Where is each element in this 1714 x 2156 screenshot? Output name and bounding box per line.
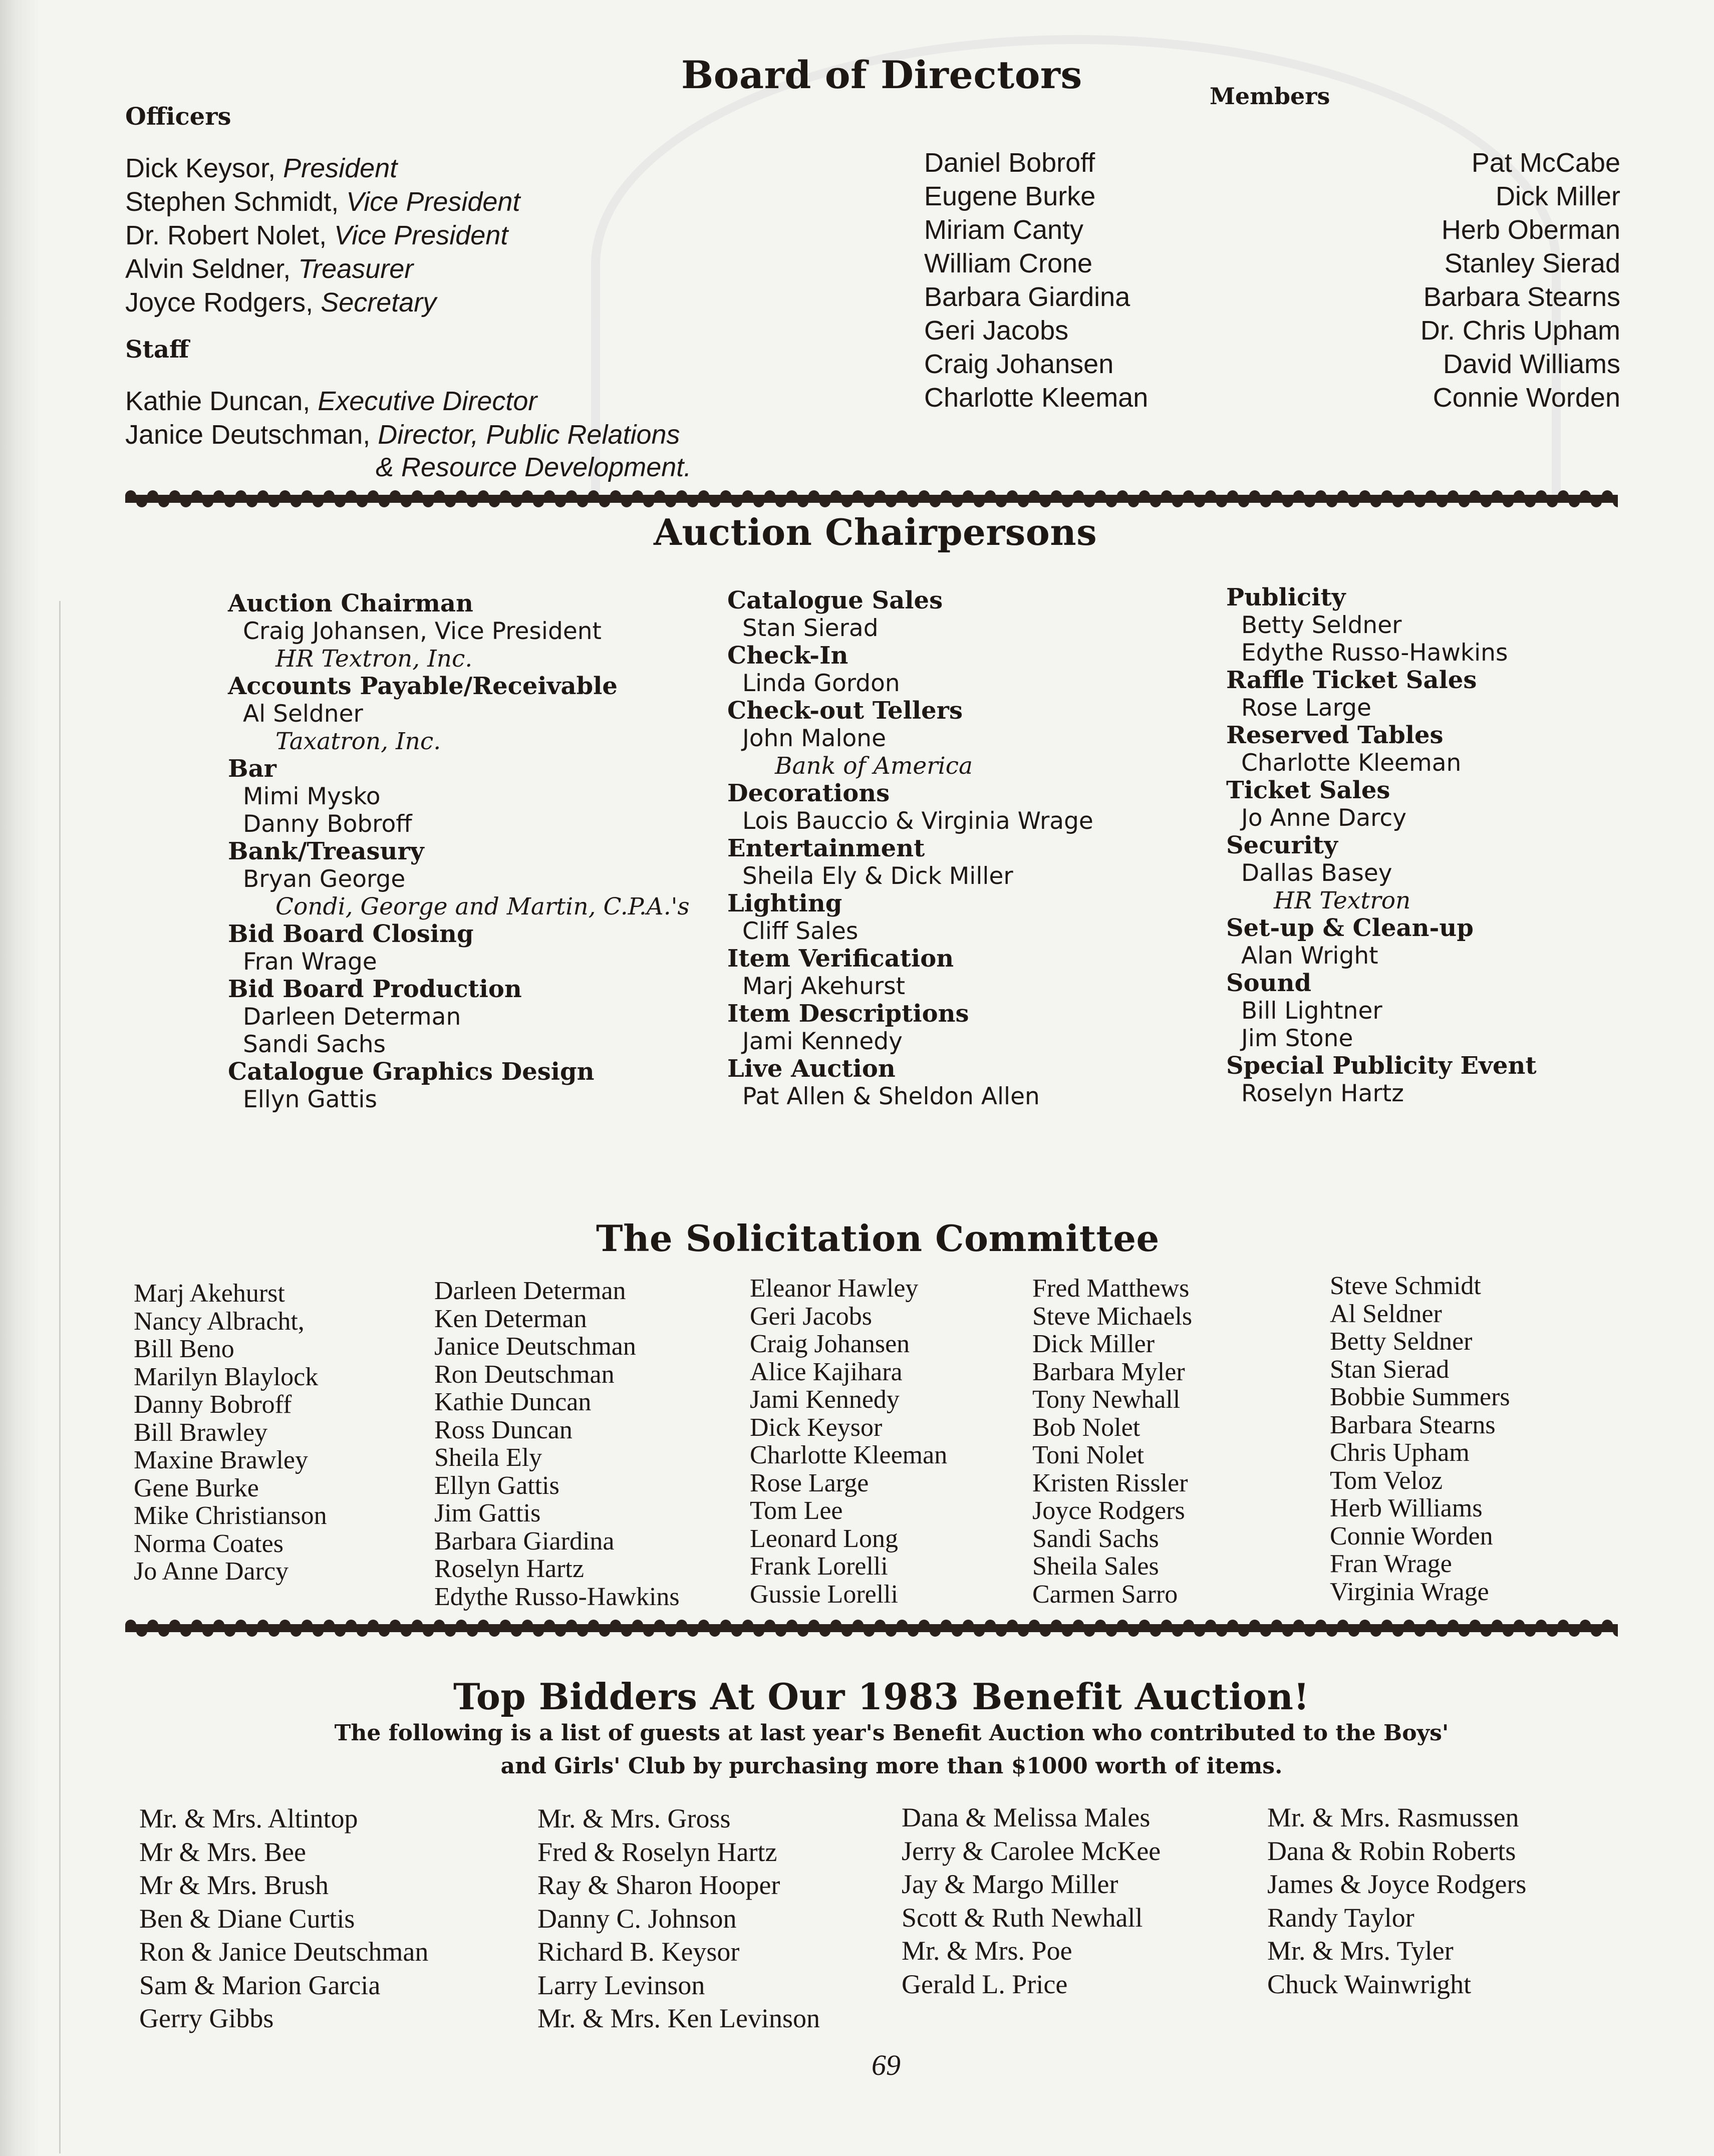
- role-heading: Bid Board Closing: [228, 920, 474, 948]
- role-person: Alan Wright: [1241, 942, 1378, 970]
- role-person: Sheila Ely & Dick Miller: [742, 862, 1013, 890]
- board-member: Barbara Stearns: [1423, 282, 1620, 312]
- top-bidder: Scott & Ruth Newhall: [902, 1902, 1143, 1933]
- top-bidder: Mr. & Mrs. Ken Levinson: [537, 2003, 820, 2033]
- person-name: Stephen Schmidt,: [125, 187, 347, 217]
- board-member: William Crone: [924, 248, 1093, 278]
- top-bidder: Danny C. Johnson: [537, 1903, 737, 1934]
- committee-member: Barbara Stearns: [1330, 1410, 1496, 1439]
- role-person: Jim Stone: [1241, 1025, 1353, 1052]
- role-heading: Ticket Sales: [1226, 776, 1390, 804]
- person-role: President: [283, 153, 398, 183]
- person-name: Alvin Seldner,: [125, 254, 299, 284]
- role-heading: Lighting: [727, 889, 842, 917]
- staff-role-continued-text: & Resource Development.: [376, 452, 692, 482]
- board-member: Dr. Chris Upham: [1420, 316, 1620, 346]
- role-organization: Bank of America: [775, 752, 973, 780]
- solicitation-column-3: [750, 1275, 947, 1608]
- staff-heading: Staff: [125, 336, 189, 364]
- solicitation-column-5: [1330, 1272, 1510, 1606]
- role-person: Darleen Determan: [243, 1003, 461, 1031]
- committee-member: Janice Deutschman: [434, 1332, 636, 1361]
- committee-member: Rose Large: [750, 1468, 869, 1497]
- top-bidder: Jerry & Carolee McKee: [902, 1835, 1161, 1866]
- committee-member: Gene Burke: [134, 1473, 259, 1502]
- top-bidder: Dana & Melissa Males: [902, 1802, 1151, 1832]
- committee-member: Sheila Sales: [1032, 1552, 1159, 1581]
- role-person: John Malone: [742, 725, 887, 752]
- page-number: 69: [872, 2049, 901, 2081]
- committee-member: Al Seldner: [1330, 1299, 1442, 1328]
- auction-column-3: [1226, 584, 1537, 1107]
- role-heading: Decorations: [727, 779, 890, 807]
- committee-member: Bill Beno: [134, 1335, 234, 1363]
- committee-member: Danny Bobroff: [134, 1390, 292, 1419]
- committee-member: Carmen Sarro: [1032, 1580, 1178, 1609]
- bidders-column-4: [1267, 1801, 1526, 2001]
- board-member: Dick Miller: [1496, 181, 1620, 211]
- role-heading: Auction Chairman: [228, 589, 473, 618]
- bidders-title: Top Bidders At Our 1983 Benefit Auction!: [453, 1675, 1310, 1718]
- role-heading: Item Verification: [727, 945, 954, 973]
- top-bidder: James & Joyce Rodgers: [1267, 1869, 1527, 1899]
- role-organization: Condi, George and Martin, C.P.A.'s: [275, 893, 690, 920]
- role-organization: HR Textron, Inc.: [275, 645, 473, 673]
- committee-member: Alice Kajihara: [750, 1357, 903, 1386]
- role-heading: Item Descriptions: [727, 1000, 969, 1028]
- person-name: Dr. Robert Nolet,: [125, 220, 335, 250]
- board-member: Geri Jacobs: [924, 316, 1069, 346]
- role-heading: Catalogue Graphics Design: [228, 1058, 595, 1086]
- role-person: Danny Bobroff: [243, 810, 412, 838]
- committee-member: Tom Lee: [750, 1496, 843, 1525]
- committee-member: Maxine Brawley: [134, 1446, 309, 1474]
- role-person: Sandi Sachs: [243, 1031, 386, 1058]
- rickrack-divider: [125, 490, 1618, 508]
- committee-member: Chris Upham: [1330, 1438, 1470, 1467]
- committee-member: Eleanor Hawley: [750, 1274, 919, 1303]
- committee-member: Roselyn Hartz: [434, 1555, 584, 1583]
- board-member: Barbara Giardina: [924, 282, 1130, 312]
- top-bidder: Jay & Margo Miller: [902, 1869, 1118, 1899]
- top-bidder: Mr. & Mrs. Altintop: [139, 1803, 358, 1833]
- committee-member: Stan Sierad: [1330, 1355, 1450, 1384]
- solicitation-column-4: [1032, 1275, 1192, 1608]
- page-spine-shadow: [0, 0, 40, 2156]
- committee-member: Fran Wrage: [1330, 1550, 1452, 1578]
- role-person: Cliff Sales: [742, 917, 859, 945]
- bidders-column-3: [902, 1801, 1161, 2001]
- top-bidder: Dana & Robin Roberts: [1267, 1835, 1516, 1866]
- role-heading: Bank/Treasury: [228, 837, 424, 865]
- staff-entry: [125, 385, 680, 418]
- role-heading: Entertainment: [727, 834, 925, 862]
- committee-member: Mike Christianson: [134, 1501, 327, 1530]
- solicitation-column-1: [134, 1280, 327, 1586]
- committee-member: Jo Anne Darcy: [134, 1557, 289, 1586]
- role-heading: Special Publicity Event: [1226, 1052, 1537, 1080]
- role-heading: Accounts Payable/Receivable: [228, 672, 618, 700]
- auction-title: Auction Chairpersons: [654, 511, 1097, 553]
- committee-member: Joyce Rodgers: [1032, 1496, 1185, 1525]
- top-bidder: Randy Taylor: [1267, 1902, 1414, 1933]
- role-heading: Live Auction: [727, 1055, 896, 1083]
- person-role: Treasurer: [298, 254, 414, 284]
- members-right-list: [1322, 146, 1620, 415]
- auction-column-2: [727, 587, 1093, 1110]
- staff-role-continued: [376, 451, 691, 484]
- top-bidder: Larry Levinson: [537, 1970, 705, 2000]
- role-person: Fran Wrage: [243, 948, 377, 976]
- board-member: Herb Oberman: [1441, 215, 1620, 245]
- committee-member: Marilyn Blaylock: [134, 1362, 319, 1391]
- role-person: Betty Seldner: [1241, 611, 1402, 639]
- role-heading: Bar: [228, 755, 276, 783]
- officer-entry: [125, 152, 520, 185]
- committee-member: Sheila Ely: [434, 1443, 542, 1472]
- role-person: Bryan George: [243, 865, 406, 893]
- committee-member: Kathie Duncan: [434, 1388, 592, 1416]
- committee-member: Toni Nolet: [1032, 1441, 1145, 1469]
- role-person: Ellyn Gattis: [243, 1086, 377, 1113]
- committee-member: Tony Newhall: [1032, 1385, 1181, 1414]
- committee-member: Geri Jacobs: [750, 1302, 873, 1331]
- members-heading: Members: [1210, 83, 1330, 110]
- board-member: Charlotte Kleeman: [924, 383, 1149, 413]
- board-member: David Williams: [1443, 349, 1620, 379]
- board-member: Stanley Sierad: [1444, 248, 1620, 278]
- board-member: Daniel Bobroff: [924, 148, 1095, 178]
- role-person: Pat Allen & Sheldon Allen: [742, 1083, 1040, 1110]
- role-heading: Sound: [1226, 969, 1312, 997]
- role-person: Bill Lightner: [1241, 997, 1382, 1025]
- role-person: Edythe Russo-Hawkins: [1241, 639, 1508, 667]
- bidders-intro: [150, 1717, 1633, 1783]
- role-person: Rose Large: [1241, 694, 1371, 722]
- top-bidder: Mr. & Mrs. Gross: [537, 1803, 731, 1833]
- person-role: Vice President: [346, 187, 520, 217]
- members-left-list: [924, 146, 1148, 415]
- committee-member: Ellyn Gattis: [434, 1471, 559, 1500]
- committee-member: Nancy Albracht,: [134, 1307, 305, 1336]
- committee-member: Steve Schmidt: [1330, 1272, 1481, 1300]
- committee-member: Edythe Russo-Hawkins: [434, 1582, 680, 1611]
- top-bidder: Gerry Gibbs: [139, 2003, 274, 2033]
- top-bidder: Ron & Janice Deutschman: [139, 1937, 429, 1967]
- top-bidder: Mr & Mrs. Brush: [139, 1870, 329, 1900]
- committee-member: Kristen Rissler: [1032, 1468, 1188, 1497]
- committee-member: Jim Gattis: [434, 1499, 541, 1527]
- role-heading: Security: [1226, 831, 1338, 859]
- committee-member: Barbara Giardina: [434, 1526, 615, 1556]
- committee-member: Ross Duncan: [434, 1415, 573, 1444]
- committee-member: Sandi Sachs: [1032, 1524, 1159, 1553]
- person-name: Joyce Rodgers,: [125, 287, 321, 318]
- person-role: Vice President: [334, 220, 508, 250]
- board-member: Craig Johansen: [924, 349, 1114, 379]
- committee-member: Charlotte Kleeman: [750, 1441, 948, 1469]
- role-heading: Bid Board Production: [228, 975, 522, 1003]
- person-name: Kathie Duncan,: [125, 386, 318, 416]
- committee-member: Bill Brawley: [134, 1418, 268, 1447]
- person-role: Secretary: [321, 287, 437, 318]
- board-member: Connie Worden: [1433, 383, 1620, 413]
- committee-member: Betty Seldner: [1330, 1327, 1473, 1356]
- committee-member: Marj Akehurst: [134, 1279, 285, 1308]
- person-role: Director, Public Relations: [378, 420, 680, 450]
- person-name: Janice Deutschman,: [125, 420, 378, 450]
- role-organization: HR Textron: [1274, 887, 1411, 914]
- committee-member: Norma Coates: [134, 1529, 283, 1558]
- bidders-column-2: [537, 1802, 820, 2035]
- top-bidder: Sam & Marion Garcia: [139, 1970, 381, 2000]
- top-bidder: Fred & Roselyn Hartz: [537, 1836, 777, 1867]
- auction-column-1: [228, 590, 690, 1113]
- top-bidder: Mr. & Mrs. Rasmussen: [1267, 1802, 1519, 1832]
- rickrack-divider: [125, 1619, 1618, 1637]
- bidders-column-1: [139, 1802, 428, 2035]
- officer-entry: [125, 286, 520, 320]
- person-name: Dick Keysor,: [125, 153, 283, 183]
- role-person: Roselyn Hartz: [1241, 1080, 1404, 1107]
- board-title: Board of Directors: [681, 53, 1082, 97]
- role-organization: Taxatron, Inc.: [275, 728, 441, 755]
- role-person: Mimi Mysko: [243, 783, 381, 810]
- page-gutter-line: [59, 601, 61, 2153]
- committee-member: Connie Worden: [1330, 1521, 1493, 1551]
- board-member: Eugene Burke: [924, 181, 1096, 211]
- role-person: Marj Akehurst: [742, 973, 906, 1000]
- staff-list: [125, 385, 680, 452]
- role-heading: Check-In: [727, 642, 848, 670]
- role-person: Craig Johansen, Vice President: [243, 618, 602, 645]
- top-bidder: Ray & Sharon Hooper: [537, 1870, 780, 1900]
- committee-member: Ron Deutschman: [434, 1360, 615, 1389]
- committee-member: Barbara Myler: [1032, 1357, 1185, 1386]
- committee-member: Dick Miller: [1032, 1330, 1155, 1358]
- committee-member: Virginia Wrage: [1330, 1577, 1489, 1606]
- committee-member: Dick Keysor: [750, 1413, 883, 1442]
- committee-member: Bob Nolet: [1032, 1413, 1140, 1442]
- officer-entry: [125, 252, 520, 286]
- role-person: Jo Anne Darcy: [1241, 804, 1407, 832]
- top-bidder: Gerald L. Price: [902, 1969, 1068, 1999]
- committee-member: Bobbie Summers: [1330, 1383, 1510, 1411]
- role-heading: Set-up & Clean-up: [1226, 914, 1474, 942]
- role-person: Al Seldner: [243, 700, 363, 728]
- role-heading: Publicity: [1226, 583, 1346, 611]
- role-heading: Reserved Tables: [1226, 721, 1444, 749]
- committee-member: Steve Michaels: [1032, 1302, 1193, 1331]
- bidders-intro-line-1: The following is a list of guests at last year's Benefit Auction who contributed to the Boys': [334, 1720, 1449, 1746]
- person-role: Executive Director: [318, 386, 537, 416]
- board-member: Pat McCabe: [1471, 148, 1620, 178]
- top-bidder: Mr. & Mrs. Poe: [902, 1936, 1072, 1966]
- top-bidder: Mr & Mrs. Bee: [139, 1836, 306, 1867]
- bidders-intro-line-2: and Girls' Club by purchasing more than $1000 worth of items.: [500, 1753, 1283, 1779]
- top-bidder: Ben & Diane Curtis: [139, 1903, 355, 1934]
- role-person: Lois Bauccio & Virginia Wrage: [742, 807, 1093, 835]
- committee-member: Fred Matthews: [1032, 1274, 1190, 1303]
- committee-member: Darleen Determan: [434, 1277, 626, 1305]
- officer-entry: [125, 219, 520, 252]
- committee-member: Leonard Long: [750, 1524, 899, 1553]
- role-person: Jami Kennedy: [742, 1028, 903, 1055]
- role-person: Dallas Basey: [1241, 859, 1392, 887]
- role-heading: Check-out Tellers: [727, 697, 963, 725]
- committee-member: Herb Williams: [1330, 1494, 1483, 1522]
- committee-member: Ken Determan: [434, 1304, 587, 1333]
- officers-heading: Officers: [125, 103, 231, 131]
- top-bidder: Richard B. Keysor: [537, 1937, 740, 1967]
- board-member: Miriam Canty: [924, 215, 1084, 245]
- solicitation-title: The Solicitation Committee: [596, 1217, 1160, 1260]
- committee-member: Tom Veloz: [1330, 1466, 1443, 1495]
- officer-entry: [125, 185, 520, 219]
- solicitation-column-2: [434, 1277, 680, 1611]
- role-heading: Raffle Ticket Sales: [1226, 666, 1477, 694]
- role-heading: Catalogue Sales: [727, 586, 943, 614]
- committee-member: Frank Lorelli: [750, 1552, 888, 1581]
- officers-list: [125, 152, 520, 320]
- staff-entry: [125, 418, 680, 452]
- top-bidder: Mr. & Mrs. Tyler: [1267, 1936, 1454, 1966]
- committee-member: Craig Johansen: [750, 1330, 910, 1358]
- role-person: Charlotte Kleeman: [1241, 749, 1462, 777]
- role-person: Stan Sierad: [742, 614, 879, 642]
- committee-member: Gussie Lorelli: [750, 1580, 899, 1609]
- committee-member: Jami Kennedy: [750, 1385, 900, 1414]
- role-person: Linda Gordon: [742, 670, 900, 697]
- top-bidder: Chuck Wainwright: [1267, 1969, 1472, 1999]
